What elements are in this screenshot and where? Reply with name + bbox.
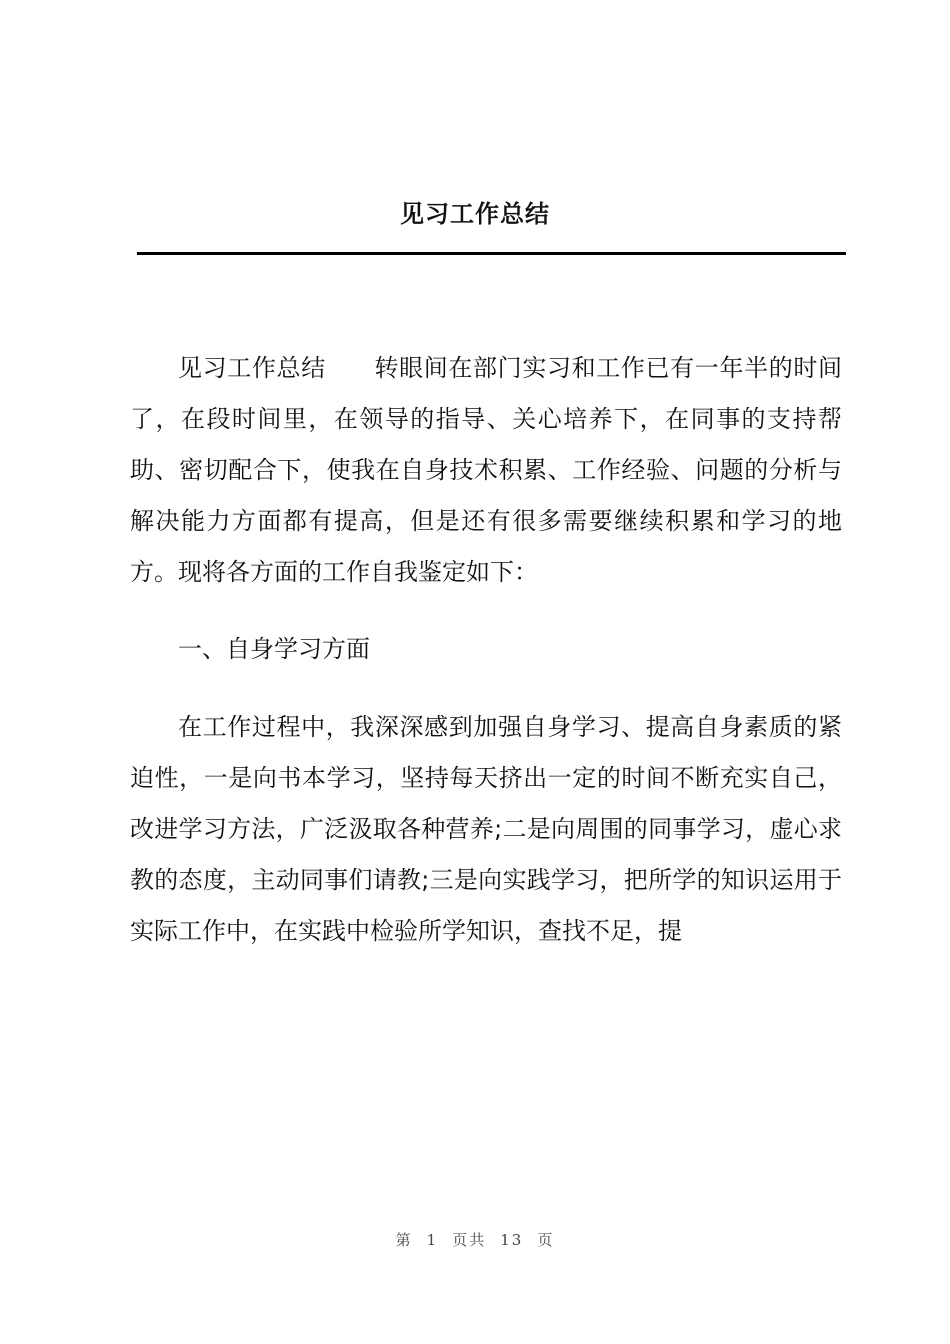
- document-title: 见习工作总结: [400, 200, 550, 228]
- title-underline: [137, 252, 846, 255]
- footer-total-pages: 13: [500, 1231, 524, 1249]
- footer-suffix: 页: [537, 1231, 555, 1249]
- paragraph-intro: [130, 343, 842, 598]
- footer-prefix: 第: [395, 1231, 413, 1249]
- footer-middle: 页共: [452, 1231, 487, 1249]
- paragraph-text: 转眼间在部门实习和工作已有一年半的时间了，在段时间里，在领导的指导、关心培养下，在同事的支持帮助、密切配合下，使我在自身技术积累、工作经验、问题的分析与解决能力方面都有提高，但是还有很多需要继续积累和学习的地方。现将各方面的工作自我鉴定如下：: [130, 354, 843, 586]
- paragraph-self-study: 在工作过程中，我深深感到加强自身学习、提高自身素质的紧迫性，一是向书本学习，坚持每天挤出一定的时间不断充实自己，改进学习方法，广泛汲取各种营养;二是向周围的同事学习，虚心求教的态度，主动同事们请教;三是向实践学习，把所学的知识运用于实际工作中，在实践中检验所学知识，查找不足，提: [130, 712, 842, 945]
- intro-heading: 见习工作总结: [178, 354, 326, 382]
- document-body: [130, 343, 842, 983]
- footer-page-number: 1: [426, 1231, 439, 1249]
- section-heading: 一、自身学习方面: [178, 635, 370, 663]
- page-footer: [0, 1229, 950, 1250]
